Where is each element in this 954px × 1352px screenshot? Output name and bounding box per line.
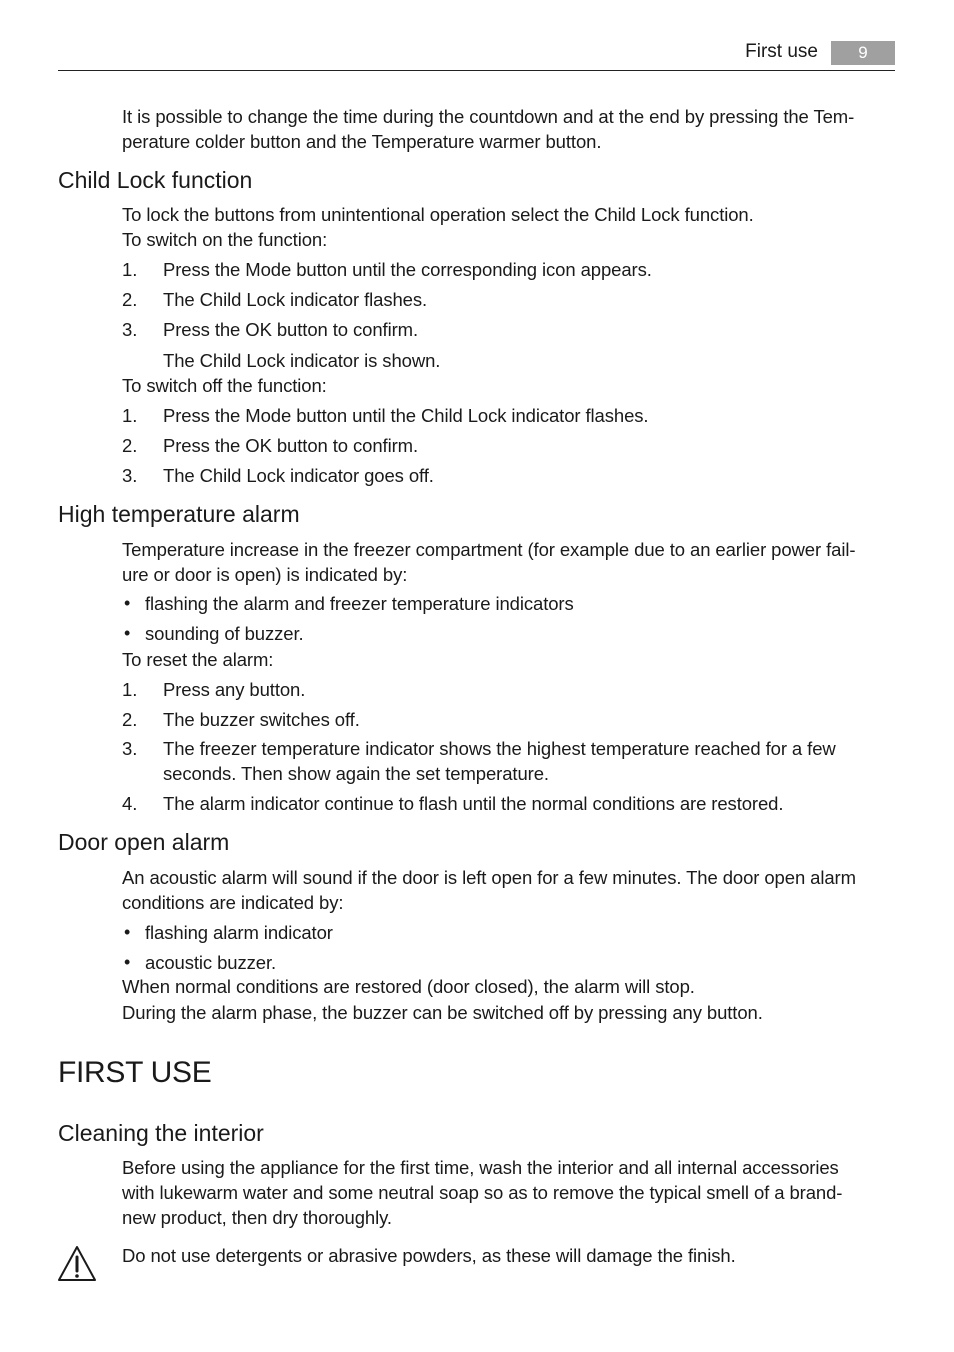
door-open-outro-1: When normal conditions are restored (door closed), the alarm will stop. bbox=[122, 976, 695, 997]
step-text: Press the Mode button until the Child Lock indicator flashes. bbox=[163, 405, 649, 426]
chapter-title-first-use: FIRST USE bbox=[58, 1056, 212, 1089]
warning-text: Do not use detergents or abrasive powders, as these will damage the finish. bbox=[122, 1245, 736, 1266]
bullet-mark: • bbox=[124, 623, 131, 643]
step-text: Press the OK button to confirm. bbox=[163, 319, 418, 340]
cleaning-paragraph: Before using the appliance for the first time, wash the interior and all internal accessories with lukewarm water and some neutral soap so as to remove the typical smell of a brand- new product, then dry thoroughly. bbox=[122, 1157, 843, 1228]
child-lock-on-label: To switch on the function: bbox=[122, 229, 328, 250]
bullet-mark: • bbox=[124, 593, 131, 613]
bullet-text: flashing alarm indicator bbox=[145, 922, 333, 943]
step-number: 1. bbox=[122, 259, 138, 280]
step-number: 3. bbox=[122, 319, 138, 340]
step-number: 2. bbox=[122, 289, 138, 310]
bullet-mark: • bbox=[124, 922, 131, 942]
step-text: The alarm indicator continue to flash until the normal conditions are restored. bbox=[163, 793, 784, 814]
heading-child-lock: Child Lock function bbox=[58, 167, 253, 193]
step-text: Press any button. bbox=[163, 679, 306, 700]
door-open-intro: An acoustic alarm will sound if the door is left open for a few minutes. The door open alarm conditions are indicated by: bbox=[122, 867, 856, 913]
step-text: The freezer temperature indicator shows the highest temperature reached for a few seconds. Then show again the set temperature. bbox=[163, 738, 836, 784]
heading-high-temp-alarm: High temperature alarm bbox=[58, 501, 300, 527]
step-text: The Child Lock indicator goes off. bbox=[163, 465, 434, 486]
step-number: 1. bbox=[122, 679, 138, 700]
step-number: 3. bbox=[122, 738, 138, 759]
running-header-section: First use bbox=[745, 41, 818, 62]
step-text: The Child Lock indicator flashes. bbox=[163, 289, 428, 310]
bullet-text: sounding of buzzer. bbox=[145, 623, 304, 644]
bullet-mark: • bbox=[124, 952, 131, 972]
step-number: 3. bbox=[122, 465, 138, 486]
step-number: 4. bbox=[122, 793, 138, 814]
step-number: 2. bbox=[122, 435, 138, 456]
intro-paragraph: It is possible to change the time during the countdown and at the end by pressing the Tem- perature colder button and the Temperature warmer button. bbox=[122, 106, 855, 152]
heading-cleaning-interior: Cleaning the interior bbox=[58, 1120, 264, 1146]
child-lock-off-label: To switch off the function: bbox=[122, 375, 327, 396]
step-result-note: The Child Lock indicator is shown. bbox=[163, 350, 441, 371]
child-lock-intro: To lock the buttons from unintentional operation select the Child Lock function. bbox=[122, 204, 754, 225]
step-text: The buzzer switches off. bbox=[163, 709, 360, 730]
heading-door-open-alarm: Door open alarm bbox=[58, 829, 230, 855]
step-number: 2. bbox=[122, 709, 138, 730]
warning-triangle-icon bbox=[57, 1245, 97, 1283]
high-temp-reset-label: To reset the alarm: bbox=[122, 649, 274, 670]
step-text: Press the Mode button until the corresponding icon appears. bbox=[163, 259, 652, 280]
high-temp-intro: Temperature increase in the freezer compartment (for example due to an earlier power fail- ure or door is open) is indicated by: bbox=[122, 539, 856, 585]
step-number: 1. bbox=[122, 405, 138, 426]
page-number-badge: 9 bbox=[831, 41, 895, 65]
bullet-text: flashing the alarm and freezer temperature indicators bbox=[145, 593, 574, 614]
header-divider bbox=[58, 70, 895, 71]
step-text: Press the OK button to confirm. bbox=[163, 435, 418, 456]
bullet-text: acoustic buzzer. bbox=[145, 952, 277, 973]
door-open-outro-2: During the alarm phase, the buzzer can be switched off by pressing any button. bbox=[122, 1002, 763, 1023]
